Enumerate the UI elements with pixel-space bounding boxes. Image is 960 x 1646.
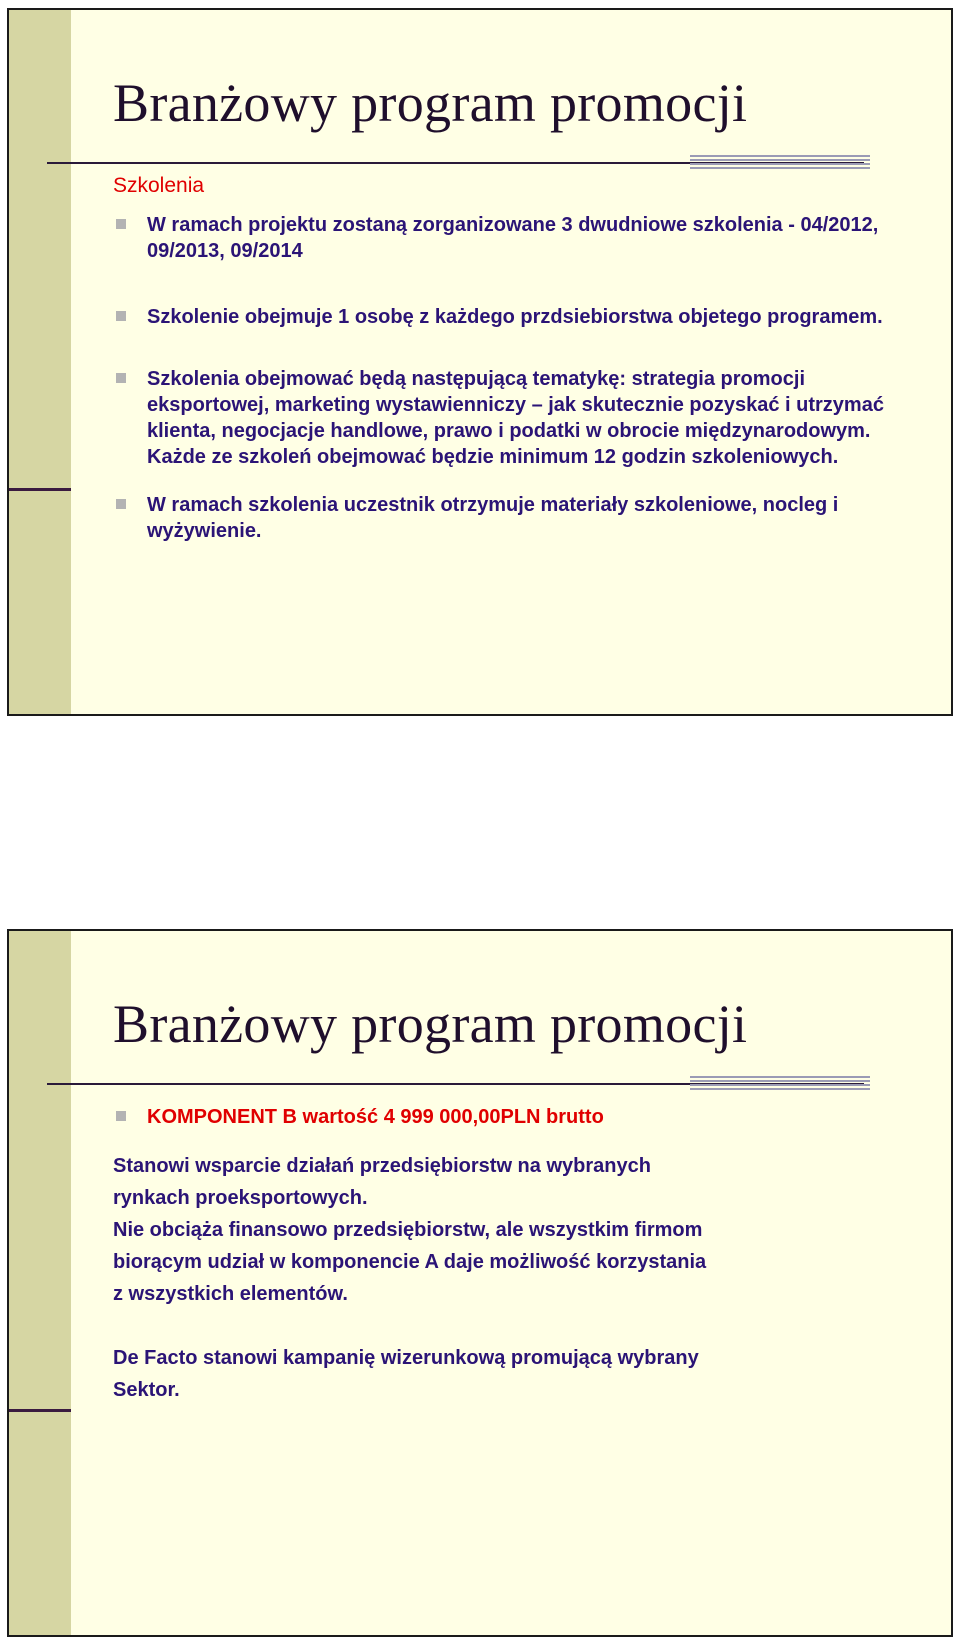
paragraph-line: Sektor. — [113, 1379, 180, 1401]
list-item — [113, 212, 903, 264]
slide-content — [113, 1104, 903, 1406]
square-bullet-icon — [116, 311, 128, 323]
slide-1 — [7, 8, 953, 716]
slide-content — [113, 174, 903, 578]
square-bullet-icon — [116, 1111, 128, 1123]
paragraph-spacer — [113, 1310, 903, 1342]
square-bullet-icon — [116, 219, 128, 231]
paragraph-line: Stanowi wsparcie działań przedsiębiorstw na wybranych — [113, 1155, 651, 1177]
list-item — [113, 304, 903, 330]
striped-bar — [690, 155, 870, 169]
paragraph-line: Nie obciąża finansowo przedsiębiorstw, ale wszystkim firmom — [113, 1219, 703, 1241]
bullet-text: W ramach szkolenia uczestnik otrzymuje materiały szkoleniowe, nocleg i wyżywienie. — [147, 494, 839, 542]
bullet-list — [113, 212, 903, 544]
komponent-b-text: KOMPONENT B wartość 4 999 000,00PLN brutto — [147, 1106, 604, 1128]
bullet-text: Szkolenia obejmować będą następującą tematykę: strategia promocji eksportowej, marketing wystawienniczy – jak skutecznie pozyskać i utrzymać klienta, negocjacje handlowe, prawo i podatki w obrocie międzynarodowym. Każde ze szkoleń obejmować będzie minimum 12 godzin szkoleniowych. — [147, 368, 884, 468]
square-bullet-icon — [116, 499, 128, 511]
section-heading: Szkolenia — [113, 174, 205, 197]
accent-bar — [9, 488, 71, 491]
paragraph-line: z wszystkich elementów. — [113, 1283, 348, 1305]
accent-bar — [9, 1409, 71, 1412]
slide-title: Branżowy program promocji — [113, 994, 748, 1054]
striped-bar — [690, 1076, 870, 1090]
square-bullet-icon — [116, 373, 128, 385]
left-stripe — [9, 931, 71, 1635]
paragraph-support — [113, 1150, 903, 1406]
list-item — [113, 1104, 903, 1130]
paragraph-line: rynkach proeksportowych. — [113, 1187, 368, 1209]
list-item — [113, 492, 903, 544]
paragraph-line: De Facto stanowi kampanię wizerunkową promującą wybrany — [113, 1347, 699, 1369]
list-item — [113, 366, 903, 470]
paragraph-line: biorącym udział w komponencie A daje możliwość korzystania — [113, 1251, 707, 1273]
bullet-text: Szkolenie obejmuje 1 osobę z każdego przdsiebiorstwa objetego programem. — [147, 306, 883, 328]
slide-2 — [7, 929, 953, 1637]
bullet-list — [113, 1104, 903, 1130]
left-stripe — [9, 10, 71, 714]
bullet-text: W ramach projektu zostaną zorganizowane 3 dwudniowe szkolenia - 04/2012, 09/2013, 09/2014 — [147, 214, 879, 262]
slide-title: Branżowy program promocji — [113, 73, 748, 133]
